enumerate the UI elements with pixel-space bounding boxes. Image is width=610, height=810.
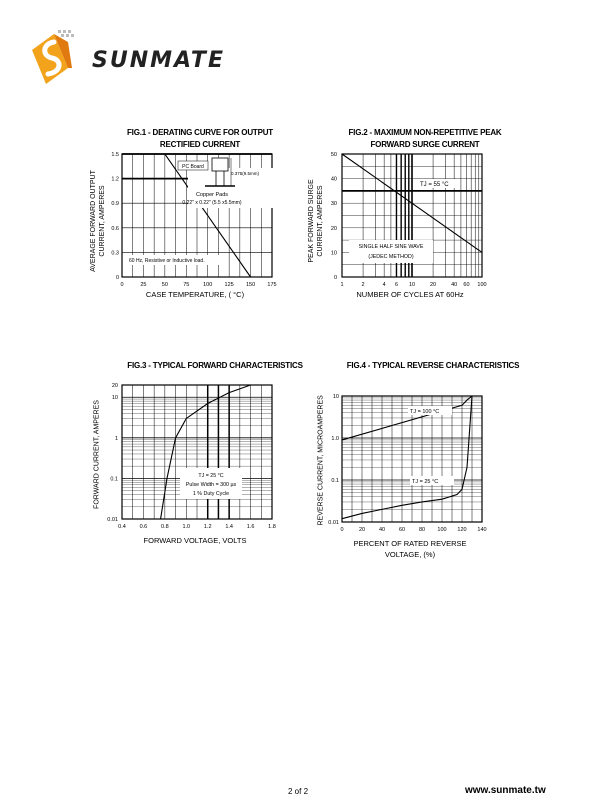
fig2-y-tick-label: 10 <box>330 250 337 257</box>
fig3-x-tick-label: 1.0 <box>182 524 191 530</box>
fig1-x-tick-label: 125 <box>224 282 234 288</box>
fig4-y-axis-label: REVERSE CURRENT, MICROAMPERES <box>317 395 325 526</box>
fig1-title-line2: RECTIFIED CURRENT <box>159 140 241 149</box>
fig2-x-tick-label: 20 <box>430 282 437 288</box>
fig1-x-tick-label: 175 <box>267 282 277 288</box>
fig3-x-tick-label: 1.6 <box>246 524 255 530</box>
fig3-y-tick-label: 10 <box>111 395 118 402</box>
fig1-component-body <box>212 158 228 171</box>
fig2-y-tick-label: 30 <box>330 201 337 208</box>
fig1-x-tick-label: 100 <box>203 282 213 288</box>
fig3-annot-temp: TJ = 25 °C <box>198 473 224 479</box>
fig2-y-tick-label: 0 <box>333 275 337 281</box>
fig1-x-tick-label: 150 <box>245 282 256 288</box>
fig1-ylabel-line1: AVERAGE FORWARD OUTPUT <box>90 170 97 272</box>
fig2-x-axis-label: NUMBER OF CYCLES AT 60Hz <box>356 290 464 299</box>
fig2-ylabel-line1: PEAK FORWARD SURGE <box>308 179 315 263</box>
fig3-y-axis-label: FORWARD CURRENT, AMPERES <box>93 400 101 509</box>
fig3-y-tick-label: 1 <box>114 435 118 442</box>
fig4-series-25c <box>342 396 472 519</box>
fig2-y-tick-label: 50 <box>330 152 337 158</box>
fig2-annot-temp: TJ = 55 °C <box>420 182 449 188</box>
fig4-annot-25: TJ = 25 °C <box>412 479 439 485</box>
fig2-x-tick-label: 4 <box>382 282 386 288</box>
fig1-annot-dim: 0.375(9.5mm) <box>231 171 260 176</box>
fig4-x-tick-label: 40 <box>378 527 386 533</box>
fig2-x-tick-label: 60 <box>463 282 470 288</box>
fig1-x-tick-label: 75 <box>183 282 190 288</box>
fig2-chart <box>322 148 494 290</box>
fig1-x-tick-label: 25 <box>140 282 147 288</box>
fig4-y-tick-label: 0.01 <box>328 520 339 526</box>
fig4-y-tick-label: 0.1 <box>331 478 339 484</box>
fig4-y-tick-label: 1.0 <box>331 436 339 442</box>
fig1-x-tick-label: 0 <box>120 282 124 288</box>
fig1-x-tick-label: 50 <box>161 282 168 288</box>
fig2-x-tick-label: 10 <box>408 282 416 288</box>
fig3-x-tick-label: 0.6 <box>139 524 148 530</box>
page-number: 2 of 2 <box>288 787 309 796</box>
fig1-chart <box>100 148 285 290</box>
fig2-y-tick-label: 40 <box>330 176 337 183</box>
fig3-x-tick-label: 1.2 <box>203 524 212 530</box>
fig2-annot-wave2: (JEDEC METHOD) <box>368 254 414 260</box>
fig4-y-tick-label: 10 <box>332 394 339 400</box>
fig2-x-tick-label: 40 <box>451 282 458 288</box>
fig4-x-tick-label: 20 <box>358 527 366 533</box>
fig4-xlabel-line2: VOLTAGE, (%) <box>384 550 436 559</box>
fig3-x-tick-label: 0.8 <box>161 524 169 530</box>
fig3-title: FIG.3 - TYPICAL FORWARD CHARACTERISTICS <box>127 361 303 370</box>
fig4-xlabel-line1: PERCENT OF RATED REVERSE <box>353 539 467 548</box>
fig1-annot-pads: Copper Pads <box>195 192 229 198</box>
fig3-annot-duty: 1 % Duty Cycle <box>192 491 230 497</box>
fig2-annot-wave1: SINGLE HALF SINE WAVE <box>358 244 424 250</box>
sunmate-logo-mark <box>28 28 80 86</box>
fig2-y-tick-label: 20 <box>330 225 337 232</box>
logo-wordmark: SUNMATE <box>92 48 225 73</box>
fig1-x-axis-label: CASE TEMPERATURE, ( °C) <box>145 290 245 299</box>
fig3-x-axis-label: FORWARD VOLTAGE, VOLTS <box>143 536 247 545</box>
fig3-y-tick-label: 0.1 <box>110 476 118 483</box>
fig2-title-line2: FORWARD SURGE CURRENT <box>370 140 480 149</box>
fig4-title: FIG.4 - TYPICAL REVERSE CHARACTERISTICS <box>346 361 520 370</box>
fig3-chart <box>100 380 285 536</box>
fig1-y-tick-label: 0 <box>115 275 119 281</box>
fig1-y-tick-label: 1.5 <box>111 152 119 158</box>
fig4-annot-100: TJ = 100 °C <box>410 409 440 415</box>
fig2-title-line1: FIG.2 - MAXIMUM NON-REPETITIVE PEAK <box>348 128 502 137</box>
fig4-x-tick-label: 0 <box>340 527 344 533</box>
fig4-x-tick-label: 100 <box>437 527 447 533</box>
fig3-x-tick-label: 1.4 <box>225 524 233 530</box>
fig1-ylabel-line2: CURRENT, AMPERES <box>99 185 106 257</box>
fig1-title-line1: FIG.1 - DERATING CURVE FOR OUTPUT <box>127 128 273 137</box>
fig2-ylabel-line2: CURRENT, AMPERES <box>317 185 324 257</box>
fig4-x-tick-label: 60 <box>398 527 406 533</box>
fig2-x-tick-label: 2 <box>361 282 365 288</box>
fig1-y-tick-label: 0.9 <box>111 201 119 208</box>
fig3-annot-pulse: Pulse Width = 300 µs <box>185 482 237 488</box>
fig1-y-tick-label: 1.2 <box>111 176 119 183</box>
fig3-x-tick-label: 1.8 <box>268 524 276 530</box>
fig4-x-tick-label: 80 <box>418 527 426 533</box>
fig3-y-tick-label: 0.01 <box>107 517 118 523</box>
website-url: www.sunmate.tw <box>465 785 546 796</box>
fig4-x-tick-label: 120 <box>457 527 467 533</box>
fig4-chart <box>322 388 494 536</box>
fig1-annot-pcboard: PC Board <box>182 164 204 170</box>
fig3-y-tick-label: 20 <box>111 383 118 389</box>
fig2-x-tick-label: 100 <box>477 282 487 288</box>
fig1-y-tick-label: 0.3 <box>111 250 119 257</box>
fig3-x-tick-label: 0.4 <box>118 524 126 530</box>
fig4-x-axis-label <box>335 538 485 560</box>
fig4-x-tick-label: 140 <box>477 527 487 533</box>
fig1-annot-load: 60 Hz, Resistive or Inductive load. <box>129 258 205 264</box>
fig2-x-tick-label: 1 <box>340 282 344 288</box>
fig1-y-tick-label: 0.6 <box>111 225 119 232</box>
fig1-annot-pads-size: 0.22" x 0.22" (5.5 x5.5mm) <box>182 200 242 206</box>
fig2-x-tick-label: 6 <box>394 282 399 288</box>
